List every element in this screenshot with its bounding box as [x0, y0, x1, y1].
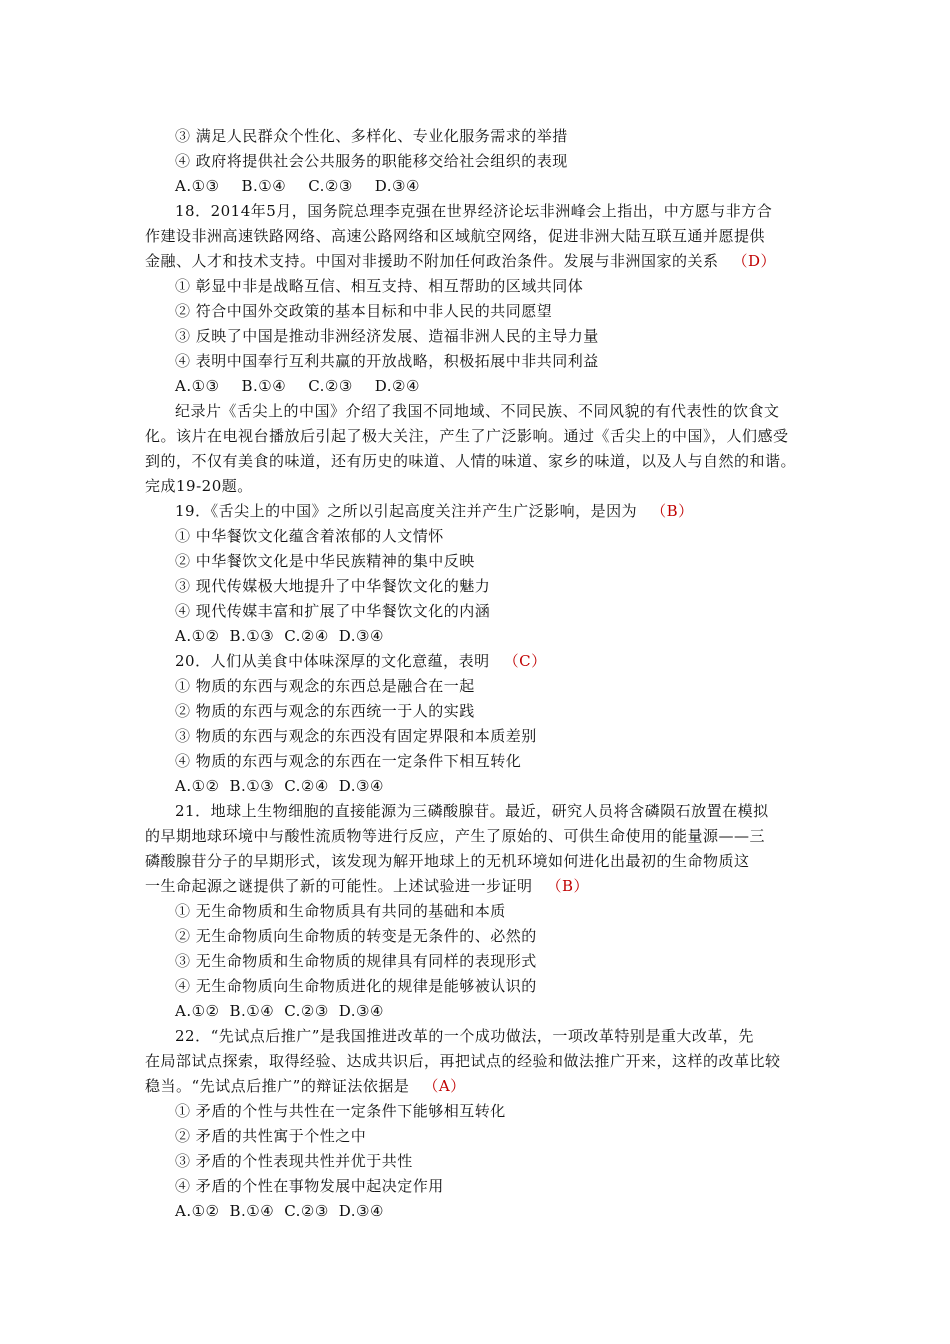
- q21-stem-line-2: 的早期地球环境中与酸性流质物等进行反应，产生了原始的、可供生命使用的能量源——三: [145, 827, 766, 845]
- option-b: B.①④: [241, 177, 287, 195]
- q21-stem-text: 一生命起源之谜提供了新的可能性。上述试验进一步证明: [145, 877, 533, 895]
- passage-line-4: 完成19-20题。: [145, 477, 253, 495]
- option-b: B.①④: [229, 1002, 275, 1020]
- q21-item-1: ① 无生命物质和生命物质具有共同的基础和本质: [175, 902, 506, 920]
- q18-item-4: ④ 表明中国奉行互利共赢的开放战略，积极拓展中非共同利益: [175, 352, 599, 370]
- q21-stem-line-3: 磷酸腺苷分子的早期形式，该发现为解开地球上的无机环境如何进化出最初的生命物质这: [145, 852, 750, 870]
- option-a: A.①③: [175, 177, 220, 195]
- q18-stem-line-1: 18．2014年5月，国务院总理李克强在世界经济论坛非洲峰会上指出，中方愿与非方合: [175, 202, 773, 220]
- q19-item-2: ② 中华餐饮文化是中华民族精神的集中反映: [175, 552, 475, 570]
- passage-line-1: 纪录片《舌尖上的中国》介绍了我国不同地域、不同民族、不同风貌的有代表性的饮食文: [175, 402, 780, 420]
- option-d: D.③④: [338, 1202, 384, 1220]
- option-a: A.①②: [175, 1002, 220, 1020]
- option-c: C.②④: [284, 777, 329, 795]
- passage-line-3: 到的，不仅有美食的味道，还有历史的味道、人情的味道、家乡的味道，以及人与自然的和谐。: [145, 452, 797, 470]
- option-c: C.②③: [308, 177, 353, 195]
- option-b: B.①③: [229, 777, 275, 795]
- q18-item-2: ② 符合中国外交政策的基本目标和中非人民的共同愿望: [175, 302, 553, 320]
- q20-item-4: ④ 物质的东西与观念的东西在一定条件下相互转化: [175, 752, 522, 770]
- q18-options: [175, 376, 855, 396]
- q20-item-2: ② 物质的东西与观念的东西统一于人的实践: [175, 702, 475, 720]
- option-c: C.②③: [308, 377, 353, 395]
- q18-stem-line-3: [145, 251, 825, 271]
- q19-answer: （B）: [651, 502, 694, 520]
- q21-item-2: ② 无生命物质向生命物质的转变是无条件的、必然的: [175, 927, 537, 945]
- q22-item-1: ① 矛盾的个性与共性在一定条件下能够相互转化: [175, 1102, 506, 1120]
- option-b: B.①④: [229, 1202, 275, 1220]
- option-a: A.①②: [175, 627, 220, 645]
- option-c: C.②④: [284, 627, 329, 645]
- q22-item-4: ④ 矛盾的个性在事物发展中起决定作用: [175, 1177, 444, 1195]
- q19-options: [175, 626, 855, 646]
- option-d: D.②④: [374, 377, 420, 395]
- q22-stem-line-1: 22．“先试点后推广”是我国推进改革的一个成功做法，一项改革特别是重大改革，先: [175, 1027, 754, 1045]
- q20-stem: [175, 651, 855, 671]
- option-c: C.②③: [284, 1002, 329, 1020]
- q19-item-3: ③ 现代传媒极大地提升了中华餐饮文化的魅力: [175, 577, 491, 595]
- q17-item-4: ④ 政府将提供社会公共服务的职能移交给社会组织的表现: [175, 152, 568, 170]
- q21-item-3: ③ 无生命物质和生命物质的规律具有同样的表现形式: [175, 952, 537, 970]
- q21-item-4: ④ 无生命物质向生命物质进化的规律是能够被认识的: [175, 977, 537, 995]
- q20-answer: （C）: [503, 652, 547, 670]
- q22-item-3: ③ 矛盾的个性表现共性并优于共性: [175, 1152, 413, 1170]
- passage-line-2: 化。该片在电视台播放后引起了极大关注，产生了广泛影响。通过《舌尖上的中国》，人们感受: [145, 427, 789, 445]
- q20-options: [175, 776, 855, 796]
- option-d: D.③④: [338, 777, 384, 795]
- q21-stem-line-1: 21．地球上生物细胞的直接能源为三磷酸腺苷。最近，研究人员将含磷陨石放置在模拟: [175, 802, 769, 820]
- q18-stem-line-2: 作建设非洲高速铁路网络、高速公路网络和区域航空网络，促进非洲大陆互联互通并愿提供: [145, 227, 766, 245]
- q22-stem-line-3: [145, 1076, 825, 1096]
- option-b: B.①③: [229, 627, 275, 645]
- option-b: B.①④: [241, 377, 287, 395]
- q18-item-3: ③ 反映了中国是推动非洲经济发展、造福非洲人民的主导力量: [175, 327, 599, 345]
- option-c: C.②③: [284, 1202, 329, 1220]
- q19-item-1: ① 中华餐饮文化蕴含着浓郁的人文情怀: [175, 527, 444, 545]
- q20-stem-text: 20．人们从美食中体味深厚的文化意蕴，表明: [175, 652, 490, 670]
- q22-stem-text: 稳当。“先试点后推广”的辩证法依据是: [145, 1077, 410, 1095]
- q18-stem-text: 金融、人才和技术支持。中国对非援助不附加任何政治条件。发展与非洲国家的关系: [145, 252, 719, 270]
- q19-item-4: ④ 现代传媒丰富和扩展了中华餐饮文化的内涵: [175, 602, 491, 620]
- q21-answer: （B）: [546, 877, 590, 895]
- q17-item-3: ③ 满足人民群众个性化、多样化、专业化服务需求的举措: [175, 127, 568, 145]
- q22-stem-line-2: 在局部试点探索，取得经验、达成共识后，再把试点的经验和做法推广开来，这样的改革比较: [145, 1052, 781, 1070]
- q18-answer: （D）: [732, 252, 777, 270]
- option-a: A.①②: [175, 1202, 220, 1220]
- q19-stem: [175, 501, 855, 521]
- q21-options: [175, 1001, 855, 1021]
- q20-item-1: ① 物质的东西与观念的东西总是融合在一起: [175, 677, 475, 695]
- option-d: D.③④: [338, 1002, 384, 1020]
- q20-item-3: ③ 物质的东西与观念的东西没有固定界限和本质差别: [175, 727, 537, 745]
- q21-stem-line-4: [145, 876, 825, 896]
- q22-options: [175, 1201, 855, 1221]
- q19-stem-text: 19．《舌尖上的中国》之所以引起高度关注并产生广泛影响，是因为: [175, 502, 638, 520]
- option-d: D.③④: [374, 177, 420, 195]
- option-a: A.①③: [175, 377, 220, 395]
- q22-answer: （A）: [423, 1077, 466, 1095]
- option-a: A.①②: [175, 777, 220, 795]
- q18-item-1: ① 彰显中非是战略互信、相互支持、相互帮助的区域共同体: [175, 277, 584, 295]
- q22-item-2: ② 矛盾的共性寓于个性之中: [175, 1127, 367, 1145]
- option-d: D.③④: [338, 627, 384, 645]
- q17-options: [175, 176, 855, 196]
